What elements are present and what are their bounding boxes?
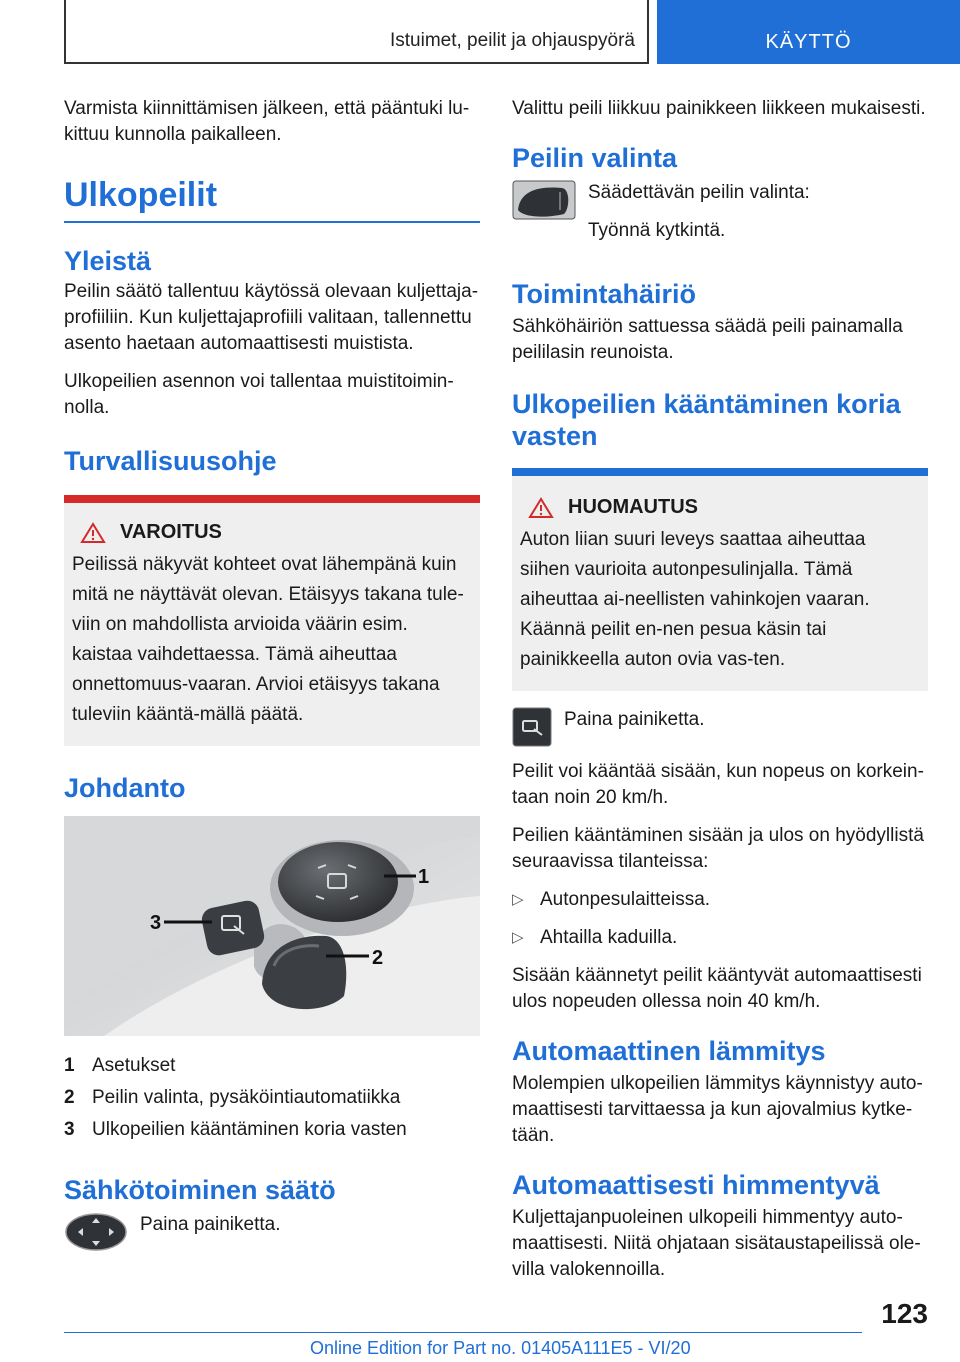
fold-instruction [512, 707, 928, 747]
right-intro-paragraph: Valittu peili liikkuu painikkeen liikkeen mukaisesti. [512, 98, 926, 119]
valinta-text-2: Työnnä kytkintä. [588, 220, 726, 241]
header-chapter-title: KÄYTTÖ [765, 31, 852, 53]
press-text: Paina painiketta. [564, 709, 705, 730]
list-item [512, 925, 928, 951]
heading-toimintahairio: Toimintahäiriö [512, 279, 697, 309]
warning-text: Peilissä näkyvät kohteet ovat lähempänä kuin mitä ne näyttävät olevan. Etäisyys takana tule-viin on mahdollista arvioida väärin esim. kaistaa vaihdettaessa. Tämä aiheuttaa onnettomuus-vaaran. Arvioi etäisyys takana tuleviin kääntä-mällä päätä. [72, 554, 464, 725]
yleista-paragraph-2: Ulkopeilien asennon voi tallentaa muistitoimin-nolla. [64, 371, 454, 418]
triangle-bullet-icon: ▷ [512, 891, 524, 908]
heading-turvallisuusohje: Turvallisuusohje [64, 446, 277, 476]
header-section-tab [64, 0, 649, 64]
valinta-instruction [512, 180, 928, 256]
warning-triangle-icon [528, 497, 554, 519]
header-chapter-tab [657, 0, 960, 64]
legend-number: 3 [64, 1119, 75, 1140]
warning-triangle-icon [80, 522, 106, 544]
legend-text: Peilin valinta, pysäköintiautomatiikka [92, 1087, 401, 1108]
warning-title: VAROITUS [120, 521, 222, 543]
callout-1: 1 [418, 866, 430, 888]
legend-number: 2 [64, 1087, 75, 1108]
notice-title: HUOMAUTUS [568, 496, 698, 518]
legend-item [64, 1050, 480, 1082]
mirror-select-switch-icon [512, 180, 576, 220]
left-column [64, 96, 480, 1264]
fold-paragraph-3: Sisään käännetyt peilit kääntyvät automaattisesti ulos nopeuden ollessa noin 40 km/h. [512, 965, 922, 1012]
fold-paragraph-1: Peilit voi kääntää sisään, kun nopeus on korkein-taan noin 20 km/h. [512, 761, 924, 808]
notice-box [512, 468, 928, 691]
warning-box [64, 495, 480, 746]
legend-text: Ulkopeilien kääntäminen koria vasten [92, 1119, 407, 1140]
legend-number: 1 [64, 1055, 75, 1076]
legend-item [64, 1114, 480, 1146]
right-column [512, 96, 928, 1295]
mirror-control-photo [64, 816, 480, 1036]
heading-sahkotoiminen-saato: Sähkötoiminen säätö [64, 1175, 336, 1205]
heading-yleista: Yleistä [64, 246, 152, 276]
page-title: Ulkopeilit [64, 176, 480, 223]
footer-divider [64, 1332, 862, 1333]
heading-johdanto: Johdanto [64, 773, 186, 803]
valinta-text-1: Säädettävän peilin valinta: [588, 182, 810, 203]
sahko-instruction [64, 1212, 480, 1252]
mirror-fold-button-icon [512, 707, 552, 747]
page-number: 123 [881, 1298, 928, 1329]
legend-text: Asetukset [92, 1055, 176, 1076]
himmentyva-paragraph: Kuljettajanpuoleinen ulkopeili himmentyy auto-maattisesti. Niitä ohjataan sisätaustapeilissä ole-villa valokennoilla. [512, 1207, 921, 1280]
heading-kaantaminen: Ulkopeilien kääntäminen koria vasten [512, 389, 901, 451]
fold-paragraph-2: Peilien kääntäminen sisään ja ulos on hyödyllistä seuraavissa tilanteissa: [512, 825, 924, 872]
triangle-bullet-icon: ▷ [512, 929, 524, 946]
lammitys-paragraph: Molempien ulkopeilien lämmitys käynnistyy auto-maattisesti tarvittaessa ja kun ajovalmius kytke-tään. [512, 1073, 923, 1146]
notice-text: Auton liian suuri leveys saattaa aiheuttaa siihen vaurioita autonpesulinjalla. Tämä aiheuttaa ai-neellisten vahinkojen vaaran. Käännä peilit en-nen pesua käsin tai painikkeella auton ovia vas-ten. [520, 529, 870, 670]
intro-paragraph: Varmista kiinnittämisen jälkeen, että pääntuki lu-kittuu kunnolla paikalleen. [64, 98, 470, 145]
list-item-text: Ahtailla kaduilla. [540, 927, 678, 948]
footer-edition: Online Edition for Part no. 01405A111E5 - VI/20 [310, 1338, 691, 1358]
legend-item [64, 1082, 480, 1114]
callout-3: 3 [150, 912, 162, 934]
sahko-text: Paina painiketta. [140, 1214, 281, 1235]
list-item-text: Autonpesulaitteissa. [540, 889, 711, 910]
heading-peilin-valinta: Peilin valinta [512, 143, 678, 173]
heading-himmentyva: Automaattisesti himmentyvä [512, 1170, 880, 1200]
callout-2: 2 [372, 947, 384, 969]
list-item [512, 887, 928, 913]
header-section-title: Istuimet, peilit ja ohjauspyörä [389, 30, 635, 51]
mirror-adjust-button-icon [64, 1212, 128, 1252]
yleista-paragraph-1: Peilin säätö tallentuu käytössä olevaan kuljettaja-profiiliin. Kun kuljettajaprofiili valitaan, tallennettu asento haetaan automaattisesti muistista. [64, 281, 479, 354]
hairio-paragraph: Sähköhäiriön sattuessa säädä peili painamalla peililasin reunoista. [512, 316, 903, 363]
heading-automaattinen-lammitys: Automaattinen lämmitys [512, 1036, 826, 1066]
